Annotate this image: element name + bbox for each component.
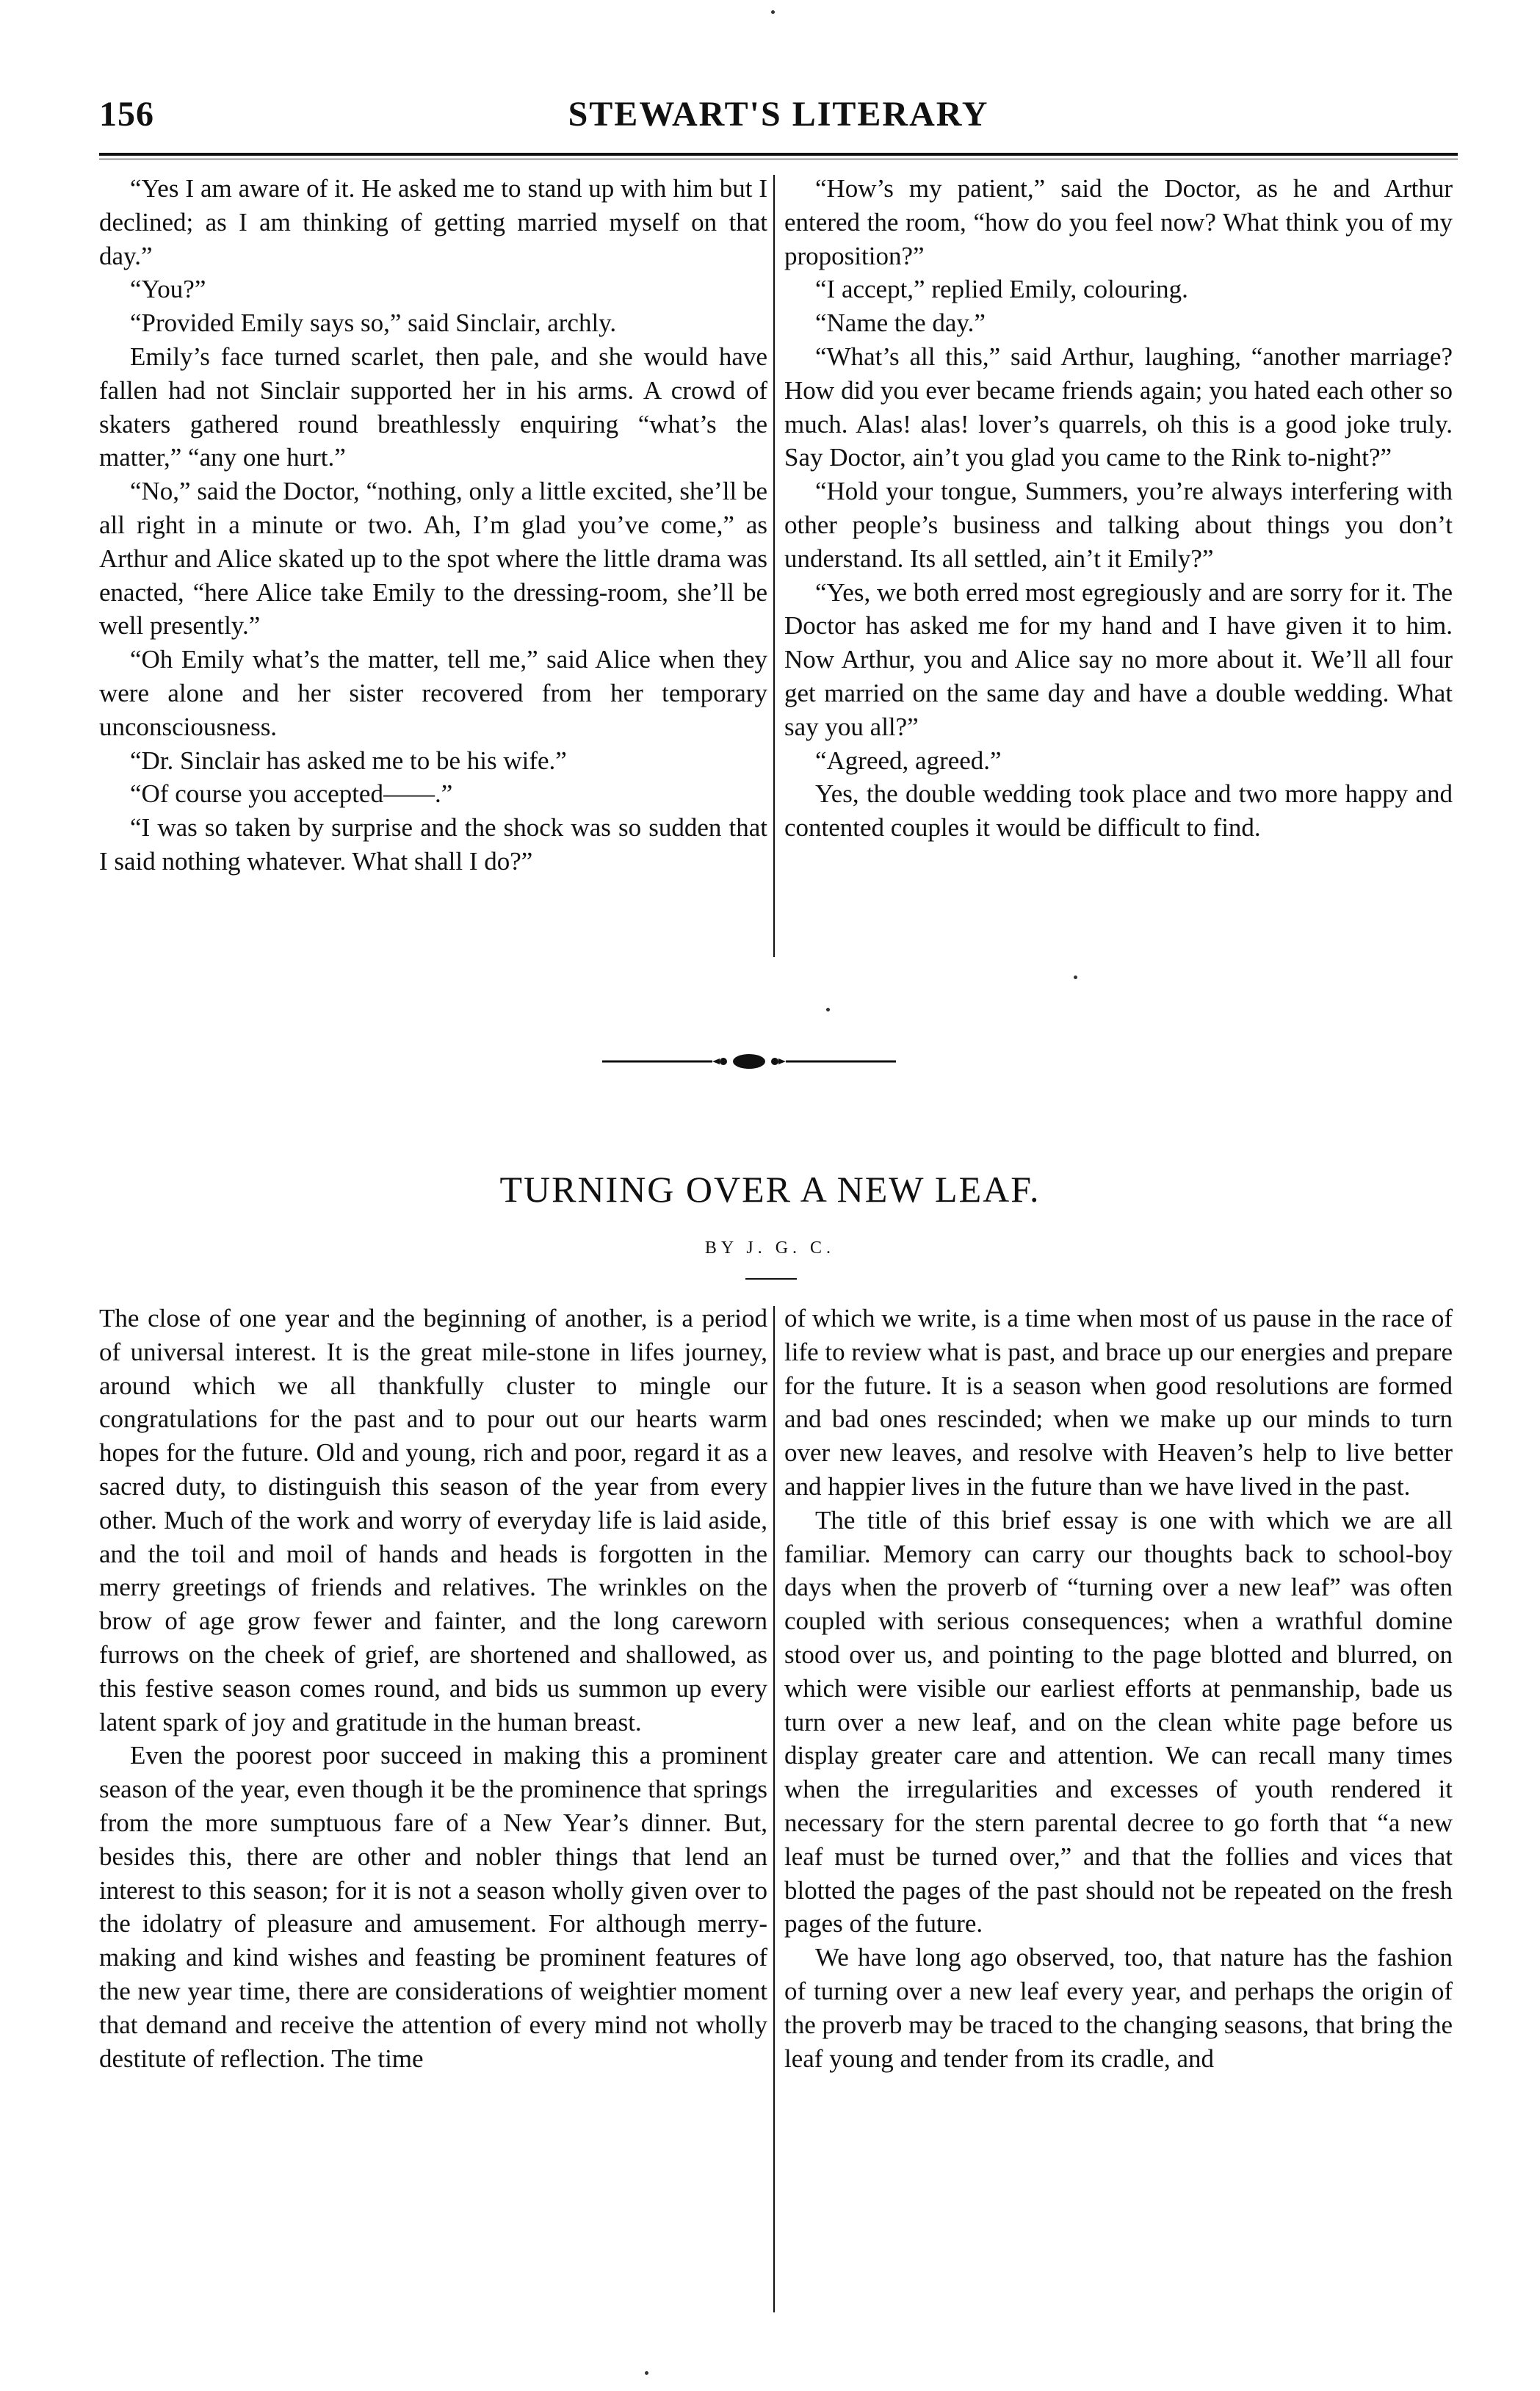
story-paragraph: “Hold your tongue, Summers, you’re always interfering with other people’s business and talking about things you don’t understand. Its all settled, ain’t it Emily?” bbox=[784, 477, 1453, 573]
article-right-column bbox=[784, 1302, 1453, 2075]
story-paragraph: “Name the day.” bbox=[815, 309, 986, 338]
header-rule bbox=[99, 153, 1458, 156]
story-paragraph: “Yes I am aware of it. He asked me to stand up with him but I declined; as I am thinking of getting married myself on that day.” bbox=[99, 174, 767, 270]
print-speck bbox=[645, 2371, 648, 2375]
story-paragraph: “I was so taken by surprise and the shock was so sudden that I said nothing whatever. What shall I do?” bbox=[99, 813, 767, 876]
article-paragraph: Even the poorest poor succeed in making this a prominent season of the year, even though it be the prominence that springs from the more sumptuous fare of a New Year’s dinner. But, besides this, there are other and nobler things that lend an interest to this season; for it is not a season wholly given over to the idolatry of pleasure and amusement. For although merry-making and kind wishes and feasting be prominent features of the new year time, there are considerations of weightier moment that demand and receive the attention of every mind not wholly destitute of reflection. The time bbox=[99, 1741, 767, 2073]
article-paragraph: The close of one year and the beginning of another, is a period of universal interest. It is the great mile-stone in lifes journey, around which we all thankfully cluster to mingle our congratulations for the past and to pour out our hearts warm hopes for the future. Old and young, rich and poor, regard it as a sacred duty, to distinguish this season of the year from every other. Much of the work and worry of everyday life is laid aside, and the toil and moil of hands and heads is forgotten in the merry greetings of friends and relatives. The wrinkles on the brow of age grow fewer and fainter, and the long careworn furrows on the cheek of grief, are shortened and shallowed, as this festive season comes round, and bids us summon up every latent spark of joy and gratitude in the human breast. bbox=[99, 1304, 767, 1737]
story-paragraph: “Of course you accepted——.” bbox=[130, 779, 453, 809]
story-paragraph: Yes, the double wedding took place and two more happy and contented couples it would be difficult to find. bbox=[784, 779, 1453, 843]
article-left-column bbox=[99, 1302, 767, 2075]
story-paragraph: “I accept,” replied Emily, colouring. bbox=[815, 275, 1188, 304]
story-paragraph: “You?” bbox=[130, 275, 206, 304]
story-paragraph: “Dr. Sinclair has asked me to be his wife.” bbox=[130, 746, 567, 775]
print-speck bbox=[771, 10, 775, 14]
story-paragraph: “How’s my patient,” said the Doctor, as he and Arthur entered the room, “how do you feel now? What think you of my proposition?” bbox=[784, 174, 1453, 270]
column-divider bbox=[773, 1306, 775, 2312]
print-speck bbox=[1074, 975, 1077, 979]
story-paragraph: “Agreed, agreed.” bbox=[815, 746, 1002, 775]
column-divider bbox=[773, 175, 775, 957]
story-paragraph: “No,” said the Doctor, “nothing, only a little excited, she’ll be all right in a minute or two. Ah, I’m glad you’ve come,” as Arthur and Alice skated up to the spot where the little drama was enacted, “here Alice take Emily to the dressing-room, she’ll be well presently.” bbox=[99, 477, 767, 641]
story-paragraph: “Oh Emily what’s the matter, tell me,” said Alice when they were alone and her sister recovered from her temporary unconsciousness. bbox=[99, 645, 767, 741]
page-number: 156 bbox=[99, 95, 154, 134]
article-paragraph: of which we write, is a time when most of us pause in the race of life to review what is past, and brace up our energies and prepare for the future. It is a season when good resolutions are formed and bad ones rescinded; when we make up our minds to turn over new leaves, and resolve with Heaven’s help to live better and happier lives in the future than we have lived in the past. bbox=[784, 1304, 1453, 1501]
article-title: TURNING OVER A NEW LEAF. bbox=[499, 1169, 1041, 1210]
story-right-column bbox=[784, 172, 1453, 845]
story-paragraph: Emily’s face turned scarlet, then pale, and she would have fallen had not Sinclair supported her in his arms. A crowd of skaters gathered round breathlessly enquiring “what’s the matter,” “any one hurt.” bbox=[99, 342, 767, 472]
story-paragraph: “Provided Emily says so,” said Sinclair, archly. bbox=[130, 309, 617, 338]
story-left-column bbox=[99, 172, 767, 879]
article-paragraph: We have long ago observed, too, that nature has the fashion of turning over a new leaf every year, and perhaps the origin of the proverb may be traced to the changing seasons, that bring the leaf young and tender from its cradle, and bbox=[784, 1943, 1453, 2073]
byline-rule bbox=[745, 1278, 797, 1280]
print-speck bbox=[826, 1008, 830, 1011]
page-header bbox=[99, 94, 1458, 141]
story-paragraph: “What’s all this,” said Arthur, laughing, “another marriage? How did you ever became friends again; you hated each other so much. Alas! alas! lover’s quarrels, oh this is a good joke truly. Say Doctor, ain’t you glad you came to the Rink to-night?” bbox=[784, 342, 1453, 472]
article-paragraph: The title of this brief essay is one with which we are all familiar. Memory can carry our thoughts back to school-boy days when the proverb of “turning over a new leaf” was often coupled with serious consequences; when a wrathful domine stood over us, and pointing to the page blotted and blurred, on which were visible our earliest efforts at penmanship, bade us turn over a new leaf, and on the clean white page before us display greater care and attention. We can recall many times when the irregularities and excesses of youth rendered it necessary for the stern parental decree to go forth that “a new leaf must be turned over,” and that the follies and vices that blotted the pages of the past should not be repeated on the fresh pages of the future. bbox=[784, 1505, 1453, 1939]
article-byline: BY J. G. C. bbox=[704, 1238, 836, 1258]
section-break-ornament bbox=[602, 1050, 896, 1072]
running-title: STEWART'S LITERARY bbox=[568, 95, 989, 134]
story-paragraph: “Yes, we both erred most egregiously and are sorry for it. The Doctor has asked me for my hand and I have given it to him. Now Arthur, you and Alice say no more about it. We’ll all four get married on the same day and have a double wedding. What say you all?” bbox=[784, 577, 1453, 741]
